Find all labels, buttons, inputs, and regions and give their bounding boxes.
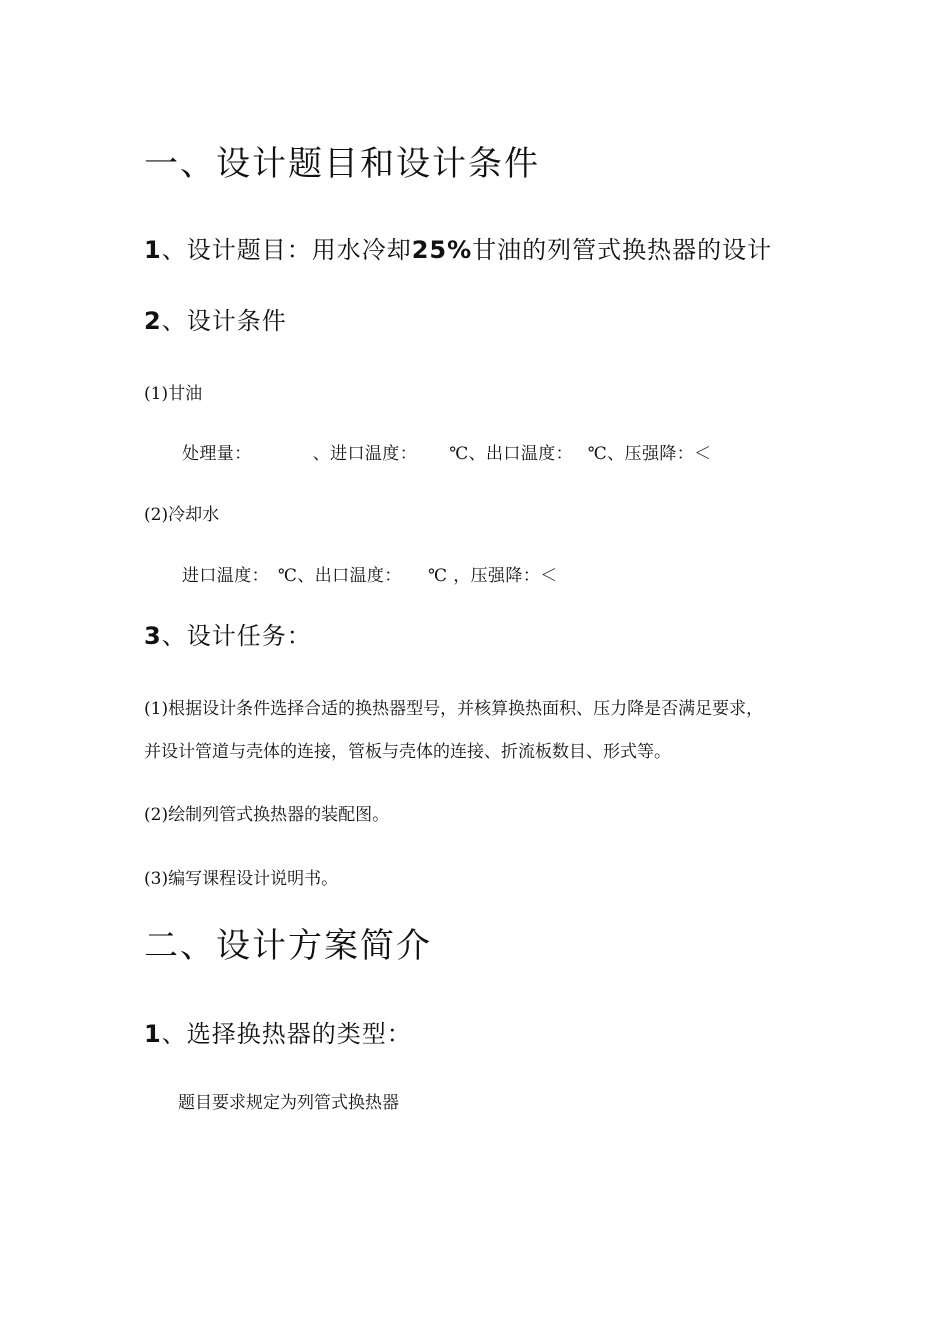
- glycerin-conditions: 处理量： 、进口温度： ℃、出口温度： ℃、压强降：＜: [182, 444, 712, 464]
- task-line: (3)编写课程设计说明书。: [144, 869, 339, 889]
- subsection-design-topic: [144, 230, 772, 265]
- task-line: (1)根据设计条件选择合适的换热器型号，并核算换热面积、压力降是否满足要求，: [144, 699, 764, 719]
- cooling-water-label: (2)冷却水: [144, 505, 220, 525]
- subsection-percent: 25%: [411, 236, 473, 264]
- subsection-text: 、选择换热器的类型：: [161, 1020, 412, 1048]
- section-2-title: 二、设计方案简介: [144, 926, 432, 966]
- exchanger-type-body: 题目要求规定为列管式换热器: [178, 1093, 399, 1113]
- subsection-number: 1: [144, 236, 162, 264]
- subsection-design-tasks: [144, 616, 312, 651]
- subsection-text: 、设计题目：用水冷却: [161, 236, 412, 264]
- task-line: (2)绘制列管式换热器的装配图。: [144, 805, 390, 825]
- subsection-number: 2: [144, 307, 162, 335]
- subsection-text-tail: 甘油的列管式换热器的设计: [472, 236, 773, 264]
- subsection-design-conditions: [144, 301, 287, 336]
- cooling-water-conditions: 进口温度： ℃、出口温度： ℃ ，压强降：＜: [182, 566, 558, 586]
- subsection-number: 3: [144, 622, 162, 650]
- subsection-exchanger-type: [144, 1014, 412, 1049]
- subsection-text: 、设计条件: [161, 307, 287, 335]
- subsection-text: 、设计任务：: [161, 622, 312, 650]
- glycerin-label: (1)甘油: [144, 384, 203, 404]
- section-1-title: 一、设计题目和设计条件: [144, 144, 540, 184]
- subsection-number: 1: [144, 1020, 162, 1048]
- task-line: 并设计管道与壳体的连接，管板与壳体的连接、折流板数目、形式等。: [144, 742, 671, 762]
